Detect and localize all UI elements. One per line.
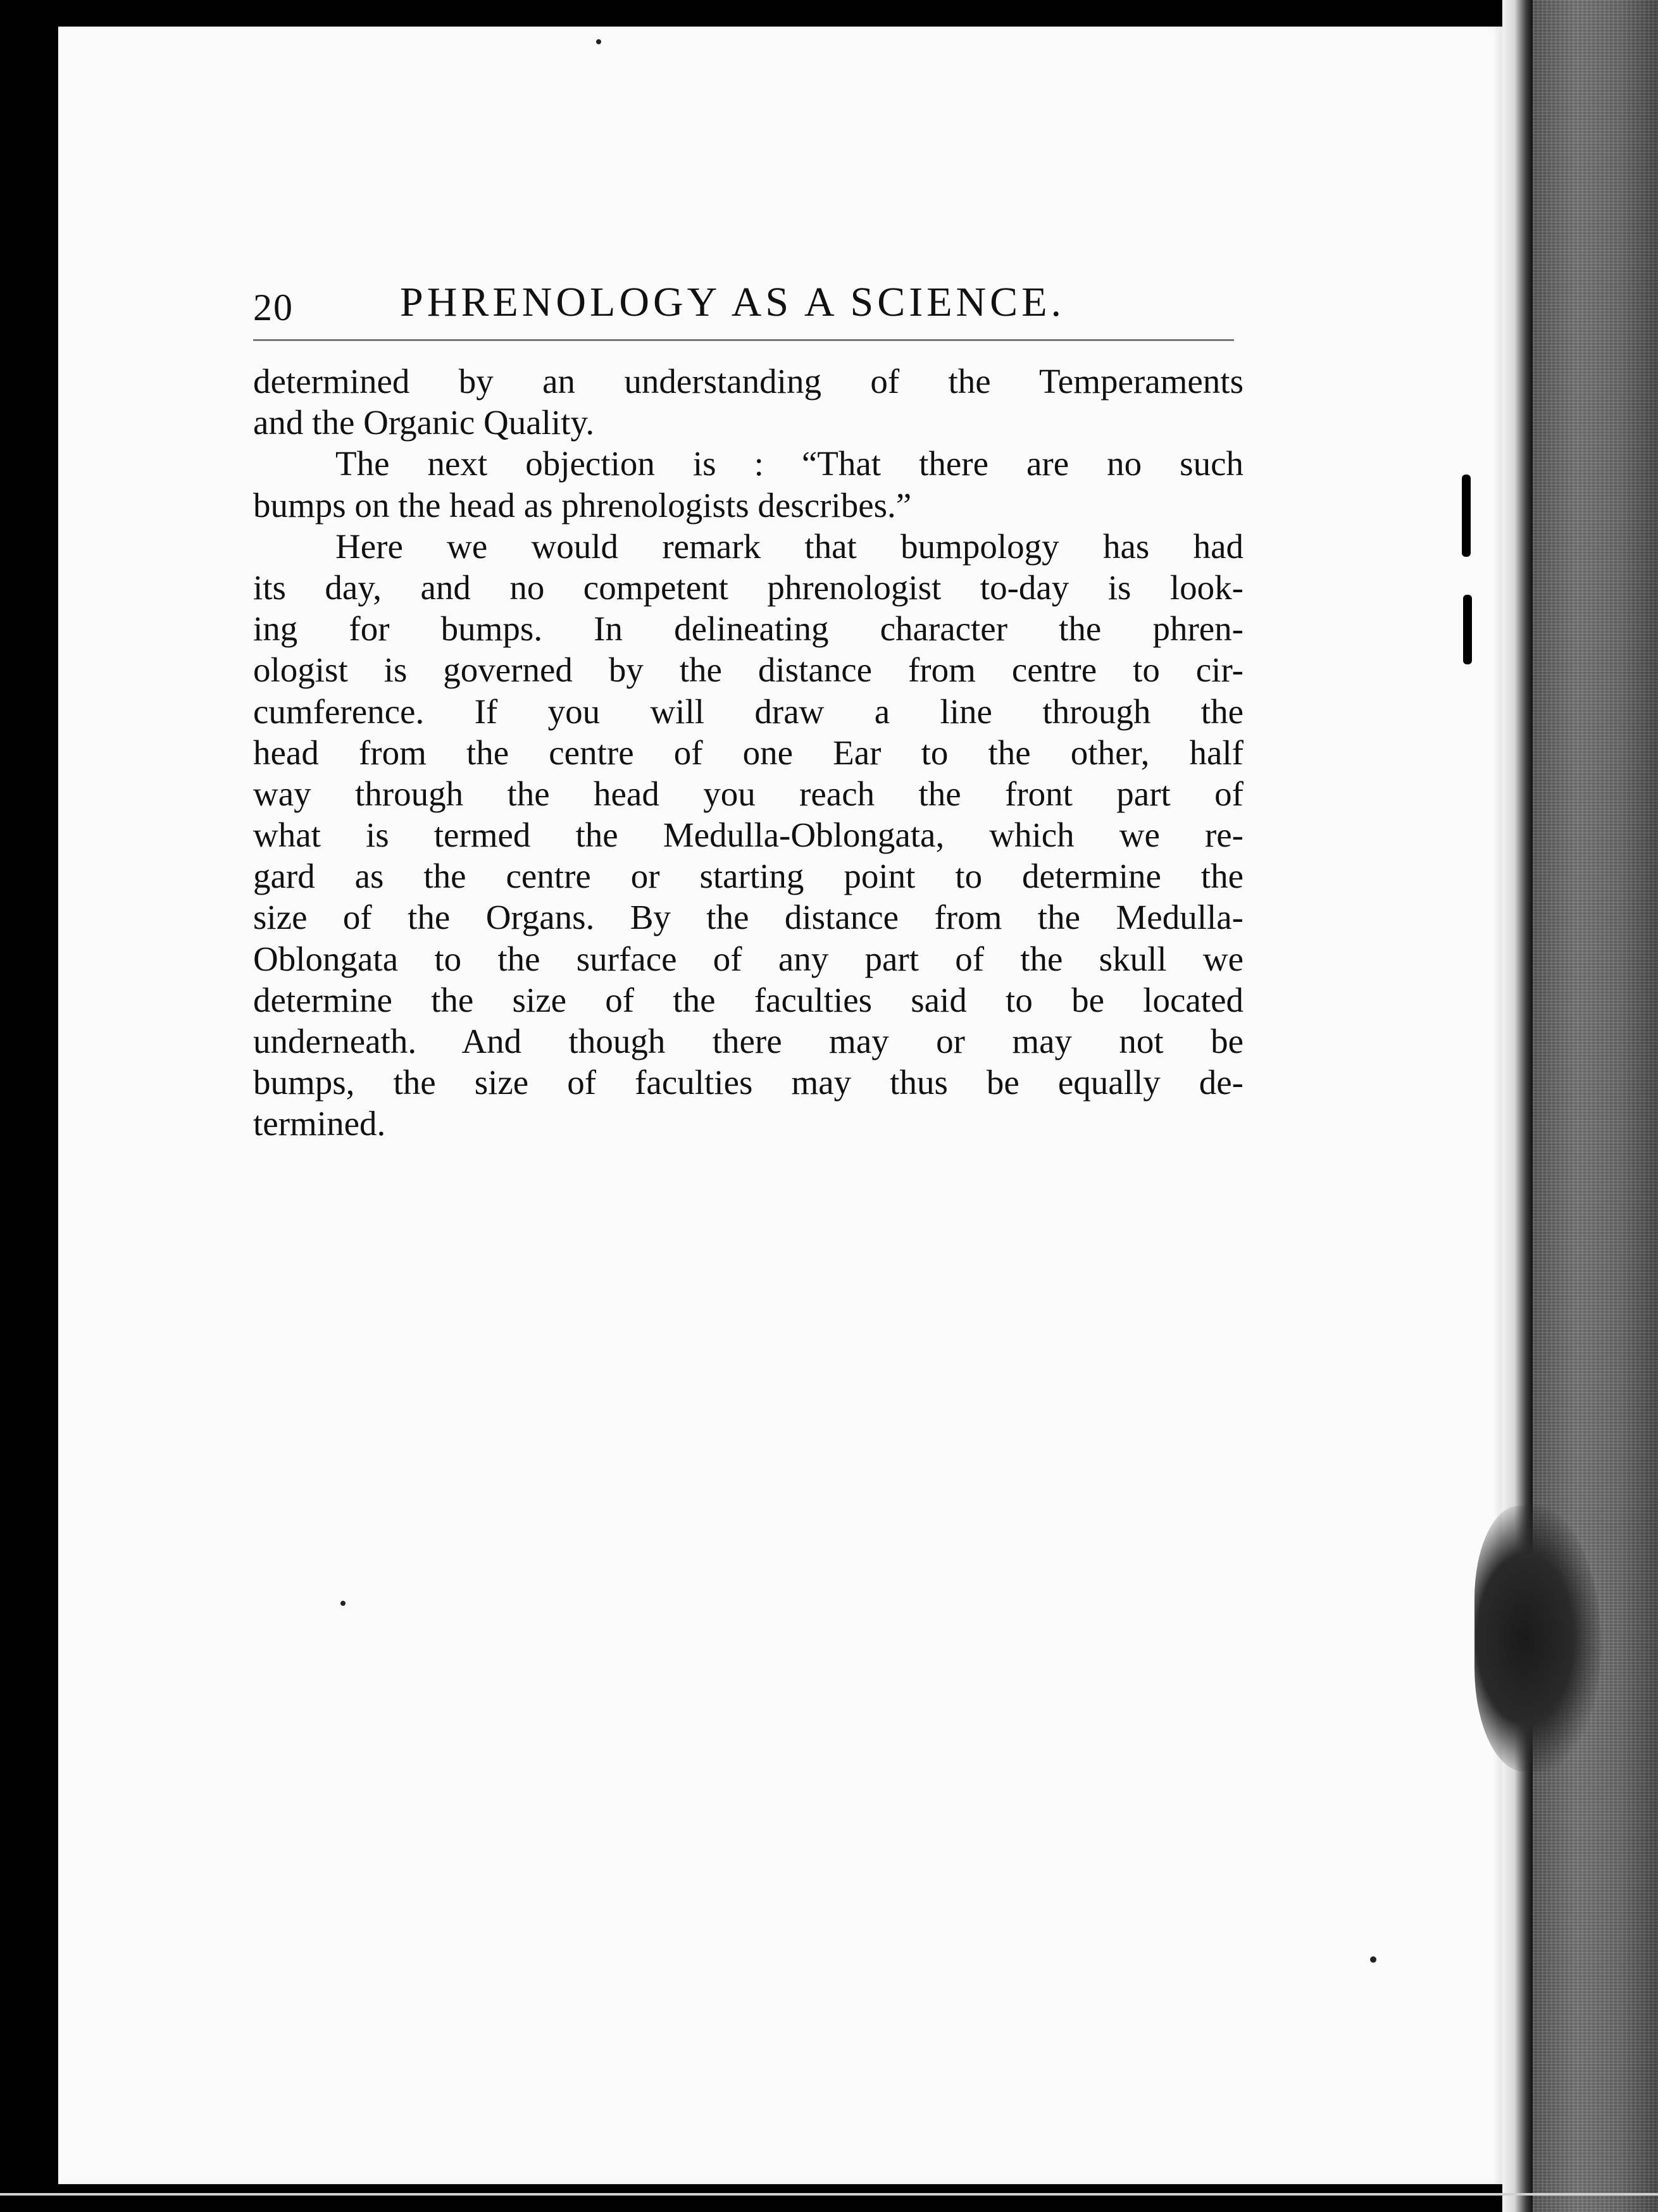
text-line: cumference. If you will draw a line through the bbox=[253, 692, 1244, 731]
cover-dark-mark bbox=[1463, 595, 1472, 664]
text-line: determined by an understanding of the Temperaments bbox=[253, 362, 1244, 401]
text-line: bumps, the size of faculties may thus be equally de- bbox=[253, 1063, 1244, 1102]
text-line: gard as the centre or starting point to determine the bbox=[253, 857, 1244, 896]
text-line: ing for bumps. In delineating character the phren- bbox=[253, 609, 1244, 649]
text-line: Oblongata to the surface of any part of the skull we bbox=[253, 939, 1244, 978]
text-line: what is termed the Medulla-Oblongata, which we re- bbox=[253, 816, 1244, 855]
text-line: way through the head you reach the front part of bbox=[253, 774, 1244, 813]
page-edge bbox=[1502, 0, 1533, 2212]
running-header bbox=[253, 278, 1234, 335]
cover-dark-mark bbox=[1462, 475, 1471, 557]
ink-speck bbox=[596, 39, 601, 44]
text-line: head from the centre of one Ear to the other, half bbox=[253, 733, 1244, 772]
text-line: bumps on the head as phrenologists describes.” bbox=[253, 485, 912, 525]
scan-bottom-edge bbox=[0, 2193, 1658, 2196]
text-line: its day, and no competent phrenologist to-day is look- bbox=[253, 568, 1244, 607]
book-cover bbox=[1533, 0, 1658, 2212]
text-line: determine the size of the faculties said to be located bbox=[253, 980, 1244, 1019]
text-line: The next objection is : “That there are no such bbox=[335, 444, 1244, 483]
header-rule bbox=[253, 339, 1234, 341]
text-line: termined. bbox=[253, 1104, 386, 1143]
text-line: underneath. And though there may or may not be bbox=[253, 1022, 1244, 1060]
text-line: ologist is governed by the distance from centre to cir- bbox=[253, 650, 1244, 690]
page-number: 20 bbox=[253, 287, 294, 328]
text-line: size of the Organs. By the distance from the Medulla- bbox=[253, 898, 1244, 937]
running-title: PHRENOLOGY AS A SCIENCE. bbox=[400, 279, 1066, 325]
ink-speck bbox=[340, 1601, 346, 1606]
body-text bbox=[253, 361, 1244, 1145]
ink-speck bbox=[1370, 1956, 1376, 1963]
text-line: Here we would remark that bumpology has had bbox=[335, 526, 1244, 566]
text-line: and the Organic Quality. bbox=[253, 403, 595, 442]
